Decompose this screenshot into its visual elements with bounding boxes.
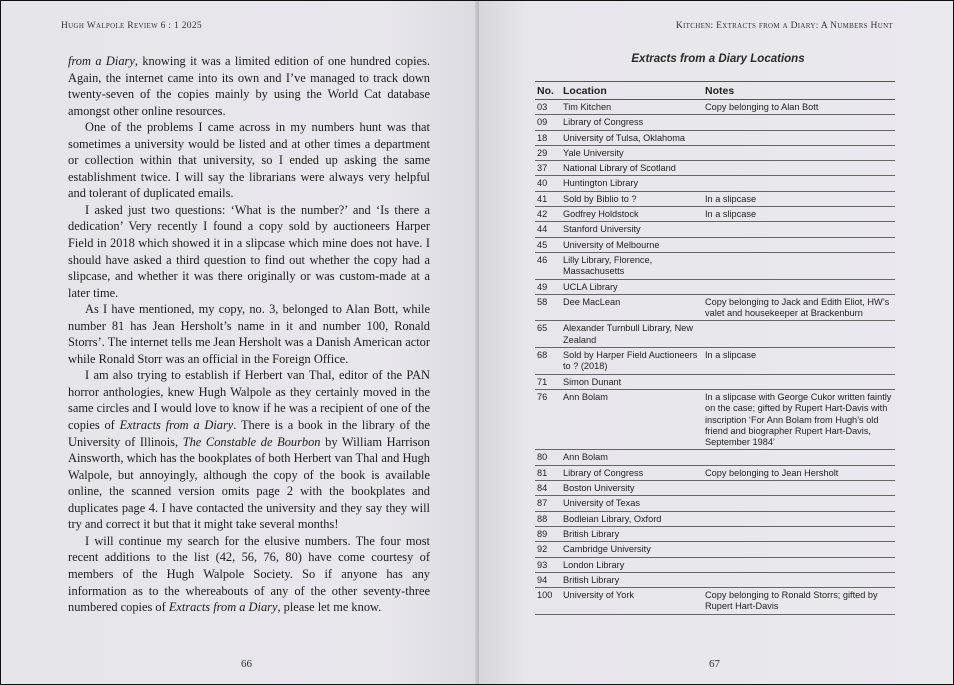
cell-notes: In a slipcase [703, 207, 895, 222]
cell-location: University of York [561, 588, 703, 615]
table-row [535, 588, 895, 615]
cell-no: 93 [535, 557, 561, 572]
cell-no: 44 [535, 222, 561, 237]
table-row [535, 176, 895, 191]
table-row [535, 252, 895, 279]
cell-notes [703, 145, 895, 160]
cell-location: Sold by Biblio to ? [561, 191, 703, 206]
table-row [535, 237, 895, 252]
page-number-left: 66 [241, 658, 252, 670]
cell-no: 80 [535, 450, 561, 465]
table-header-row [535, 82, 895, 100]
table-row [535, 348, 895, 375]
cell-notes [703, 496, 895, 511]
column-header-no: No. [535, 82, 561, 100]
table-row [535, 481, 895, 496]
cell-notes: In a slipcase with George Cukor written faintly on the case; gifted by Rupert Hart-Davis with inscription ‘For Ann Bolam from Hugh’s old friend and biographer Rupert Hart-Davis, September 1984’ [703, 389, 895, 449]
article-body [68, 53, 430, 616]
page-number-right: 67 [709, 658, 720, 670]
cell-location: British Library [561, 572, 703, 587]
cell-no: 68 [535, 348, 561, 375]
paragraph: I will continue my search for the elusive numbers. The four most recent additions to the list (42, 56, 76, 80) have come courtesy of members of the Hugh Walpole Society. So if anyone has any information as to the whereabouts of any of the other seventy-three numbered copies of Extracts from a Diary, please let me know. [68, 533, 430, 615]
cell-no: 87 [535, 496, 561, 511]
table-row [535, 389, 895, 449]
table-row [535, 511, 895, 526]
cell-location: Boston University [561, 481, 703, 496]
cell-no: 29 [535, 145, 561, 160]
paragraph: from a Diary, knowing it was a limited edition of one hundred copies. Again, the internet came into its own and I’ve managed to track down twenty-seven of the copies mainly by using the World Cat database amongst other online resources. [68, 54, 430, 118]
table-row [535, 191, 895, 206]
cell-no: 18 [535, 130, 561, 145]
cell-no: 71 [535, 374, 561, 389]
table-row [535, 526, 895, 541]
cell-no: 92 [535, 542, 561, 557]
cell-notes: Copy belonging to Alan Bott [703, 100, 895, 115]
cell-notes: In a slipcase [703, 348, 895, 375]
table-title: Extracts from a Diary Locations [631, 53, 805, 65]
cell-notes [703, 572, 895, 587]
cell-location: Yale University [561, 145, 703, 160]
table-row [535, 161, 895, 176]
table-row [535, 465, 895, 480]
cell-no: 88 [535, 511, 561, 526]
cell-notes [703, 321, 895, 348]
book-spread [1, 1, 953, 684]
table-row [535, 572, 895, 587]
cell-no: 03 [535, 100, 561, 115]
paragraph: One of the problems I came across in my numbers hunt was that sometimes a university would be listed and at other times a department or collection within that university, so I ended up asking the same establishment twice. I will say the librarians were always very helpful and tolerant of duplicated emails. [68, 120, 430, 201]
table-row [535, 450, 895, 465]
paragraph: As I have mentioned, my copy, no. 3, belonged to Alan Bott, while number 81 has Jean Hersholt’s name in it and number 100, Ronald Storrs’. The internet tells me Jean Hersholt was a Danish American actor while Ronald Storr was an official in the Foreign Office. [68, 302, 430, 366]
cell-notes [703, 222, 895, 237]
cell-notes [703, 374, 895, 389]
cell-location: London Library [561, 557, 703, 572]
cell-notes [703, 176, 895, 191]
cell-location: British Library [561, 526, 703, 541]
cell-location: UCLA Library [561, 279, 703, 294]
column-header-notes: Notes [703, 82, 895, 100]
cell-notes [703, 557, 895, 572]
table-row [535, 115, 895, 130]
cell-location: Stanford University [561, 222, 703, 237]
table-row [535, 279, 895, 294]
table-row [535, 207, 895, 222]
cell-notes [703, 130, 895, 145]
cell-location: Godfrey Holdstock [561, 207, 703, 222]
cell-no: 81 [535, 465, 561, 480]
cell-no: 37 [535, 161, 561, 176]
cell-location: Library of Congress [561, 465, 703, 480]
running-head-left: Hugh Walpole Review 6 : 1 2025 [61, 21, 202, 31]
cell-location: Ann Bolam [561, 389, 703, 449]
left-page [1, 1, 477, 684]
cell-location: Lilly Library, Florence, Massachusetts [561, 252, 703, 279]
table-row [535, 294, 895, 321]
cell-no: 41 [535, 191, 561, 206]
cell-notes [703, 450, 895, 465]
paragraph: I am also trying to establish if Herbert van Thal, editor of the PAN horror anthologies, knew Hugh Walpole as they certainly moved in the same circles and I would love to know if he was a recipient of one of the copies of Extracts from a Diary. There is a book in the library of the University of Illinois, The Constable de Bourbon by William Harrison Ainsworth, which has the bookplates of both Herbert van Thal and Hugh Walpole, but annoyingly, although the copy of the book is available online, the scanned version omits page 2 with the bookplates and duplicates page 4. I have contacted the university and they say they will try and correct it but that it might take several months! [68, 368, 431, 532]
cell-no: 58 [535, 294, 561, 321]
cell-location: Dee MacLean [561, 294, 703, 321]
table-row [535, 100, 895, 115]
table-row [535, 496, 895, 511]
table-row [535, 557, 895, 572]
cell-location: University of Texas [561, 496, 703, 511]
column-header-location: Location [561, 82, 703, 100]
table-body [535, 100, 895, 615]
cell-location: Cambridge University [561, 542, 703, 557]
table-row [535, 130, 895, 145]
cell-notes [703, 542, 895, 557]
cell-notes: Copy belonging to Ronald Storrs; gifted by Rupert Hart-Davis [703, 588, 895, 615]
cell-notes [703, 511, 895, 526]
cell-no: 76 [535, 389, 561, 449]
cell-location: Library of Congress [561, 115, 703, 130]
cell-notes: Copy belonging to Jack and Edith Eliot, HW’s valet and housekeeper at Brackenburn [703, 294, 895, 321]
cell-no: 42 [535, 207, 561, 222]
cell-location: Tim Kitchen [561, 100, 703, 115]
right-page [479, 1, 953, 684]
cell-no: 65 [535, 321, 561, 348]
locations-table [535, 81, 895, 615]
cell-notes [703, 481, 895, 496]
cell-no: 89 [535, 526, 561, 541]
table-row [535, 145, 895, 160]
cell-location: Simon Dunant [561, 374, 703, 389]
cell-notes [703, 115, 895, 130]
cell-no: 49 [535, 279, 561, 294]
table-row [535, 321, 895, 348]
cell-no: 84 [535, 481, 561, 496]
cell-notes: Copy belonging to Jean Hersholt [703, 465, 895, 480]
table-row [535, 222, 895, 237]
cell-no: 100 [535, 588, 561, 615]
cell-no: 46 [535, 252, 561, 279]
cell-no: 94 [535, 572, 561, 587]
cell-location: University of Melbourne [561, 237, 703, 252]
cell-location: National Library of Scotland [561, 161, 703, 176]
cell-location: Sold by Harper Field Auctioneers to ? (2018) [561, 348, 703, 375]
table-row [535, 374, 895, 389]
cell-location: Bodleian Library, Oxford [561, 511, 703, 526]
cell-location: Huntington Library [561, 176, 703, 191]
cell-notes [703, 161, 895, 176]
cell-location: University of Tulsa, Oklahoma [561, 130, 703, 145]
cell-no: 40 [535, 176, 561, 191]
table-row [535, 542, 895, 557]
cell-location: Ann Bolam [561, 450, 703, 465]
cell-notes [703, 526, 895, 541]
cell-notes [703, 237, 895, 252]
cell-notes [703, 252, 895, 279]
cell-no: 45 [535, 237, 561, 252]
cell-no: 09 [535, 115, 561, 130]
cell-notes: In a slipcase [703, 191, 895, 206]
paragraph: I asked just two questions: ‘What is the number?’ and ‘Is there a dedication’ Very recently I found a copy sold by auctioneers Harper Field in 2018 which showed it in a slipcase which mine does not have. I should have asked a third question to find out whether the copy had a slipcase, and whether it was there originally or was custom-made at a later time. [68, 202, 430, 300]
cell-location: Alexander Turnbull Library, New Zealand [561, 321, 703, 348]
cell-notes [703, 279, 895, 294]
running-head-right: Kitchen: Extracts from a Diary: A Numbers Hunt [675, 21, 893, 31]
